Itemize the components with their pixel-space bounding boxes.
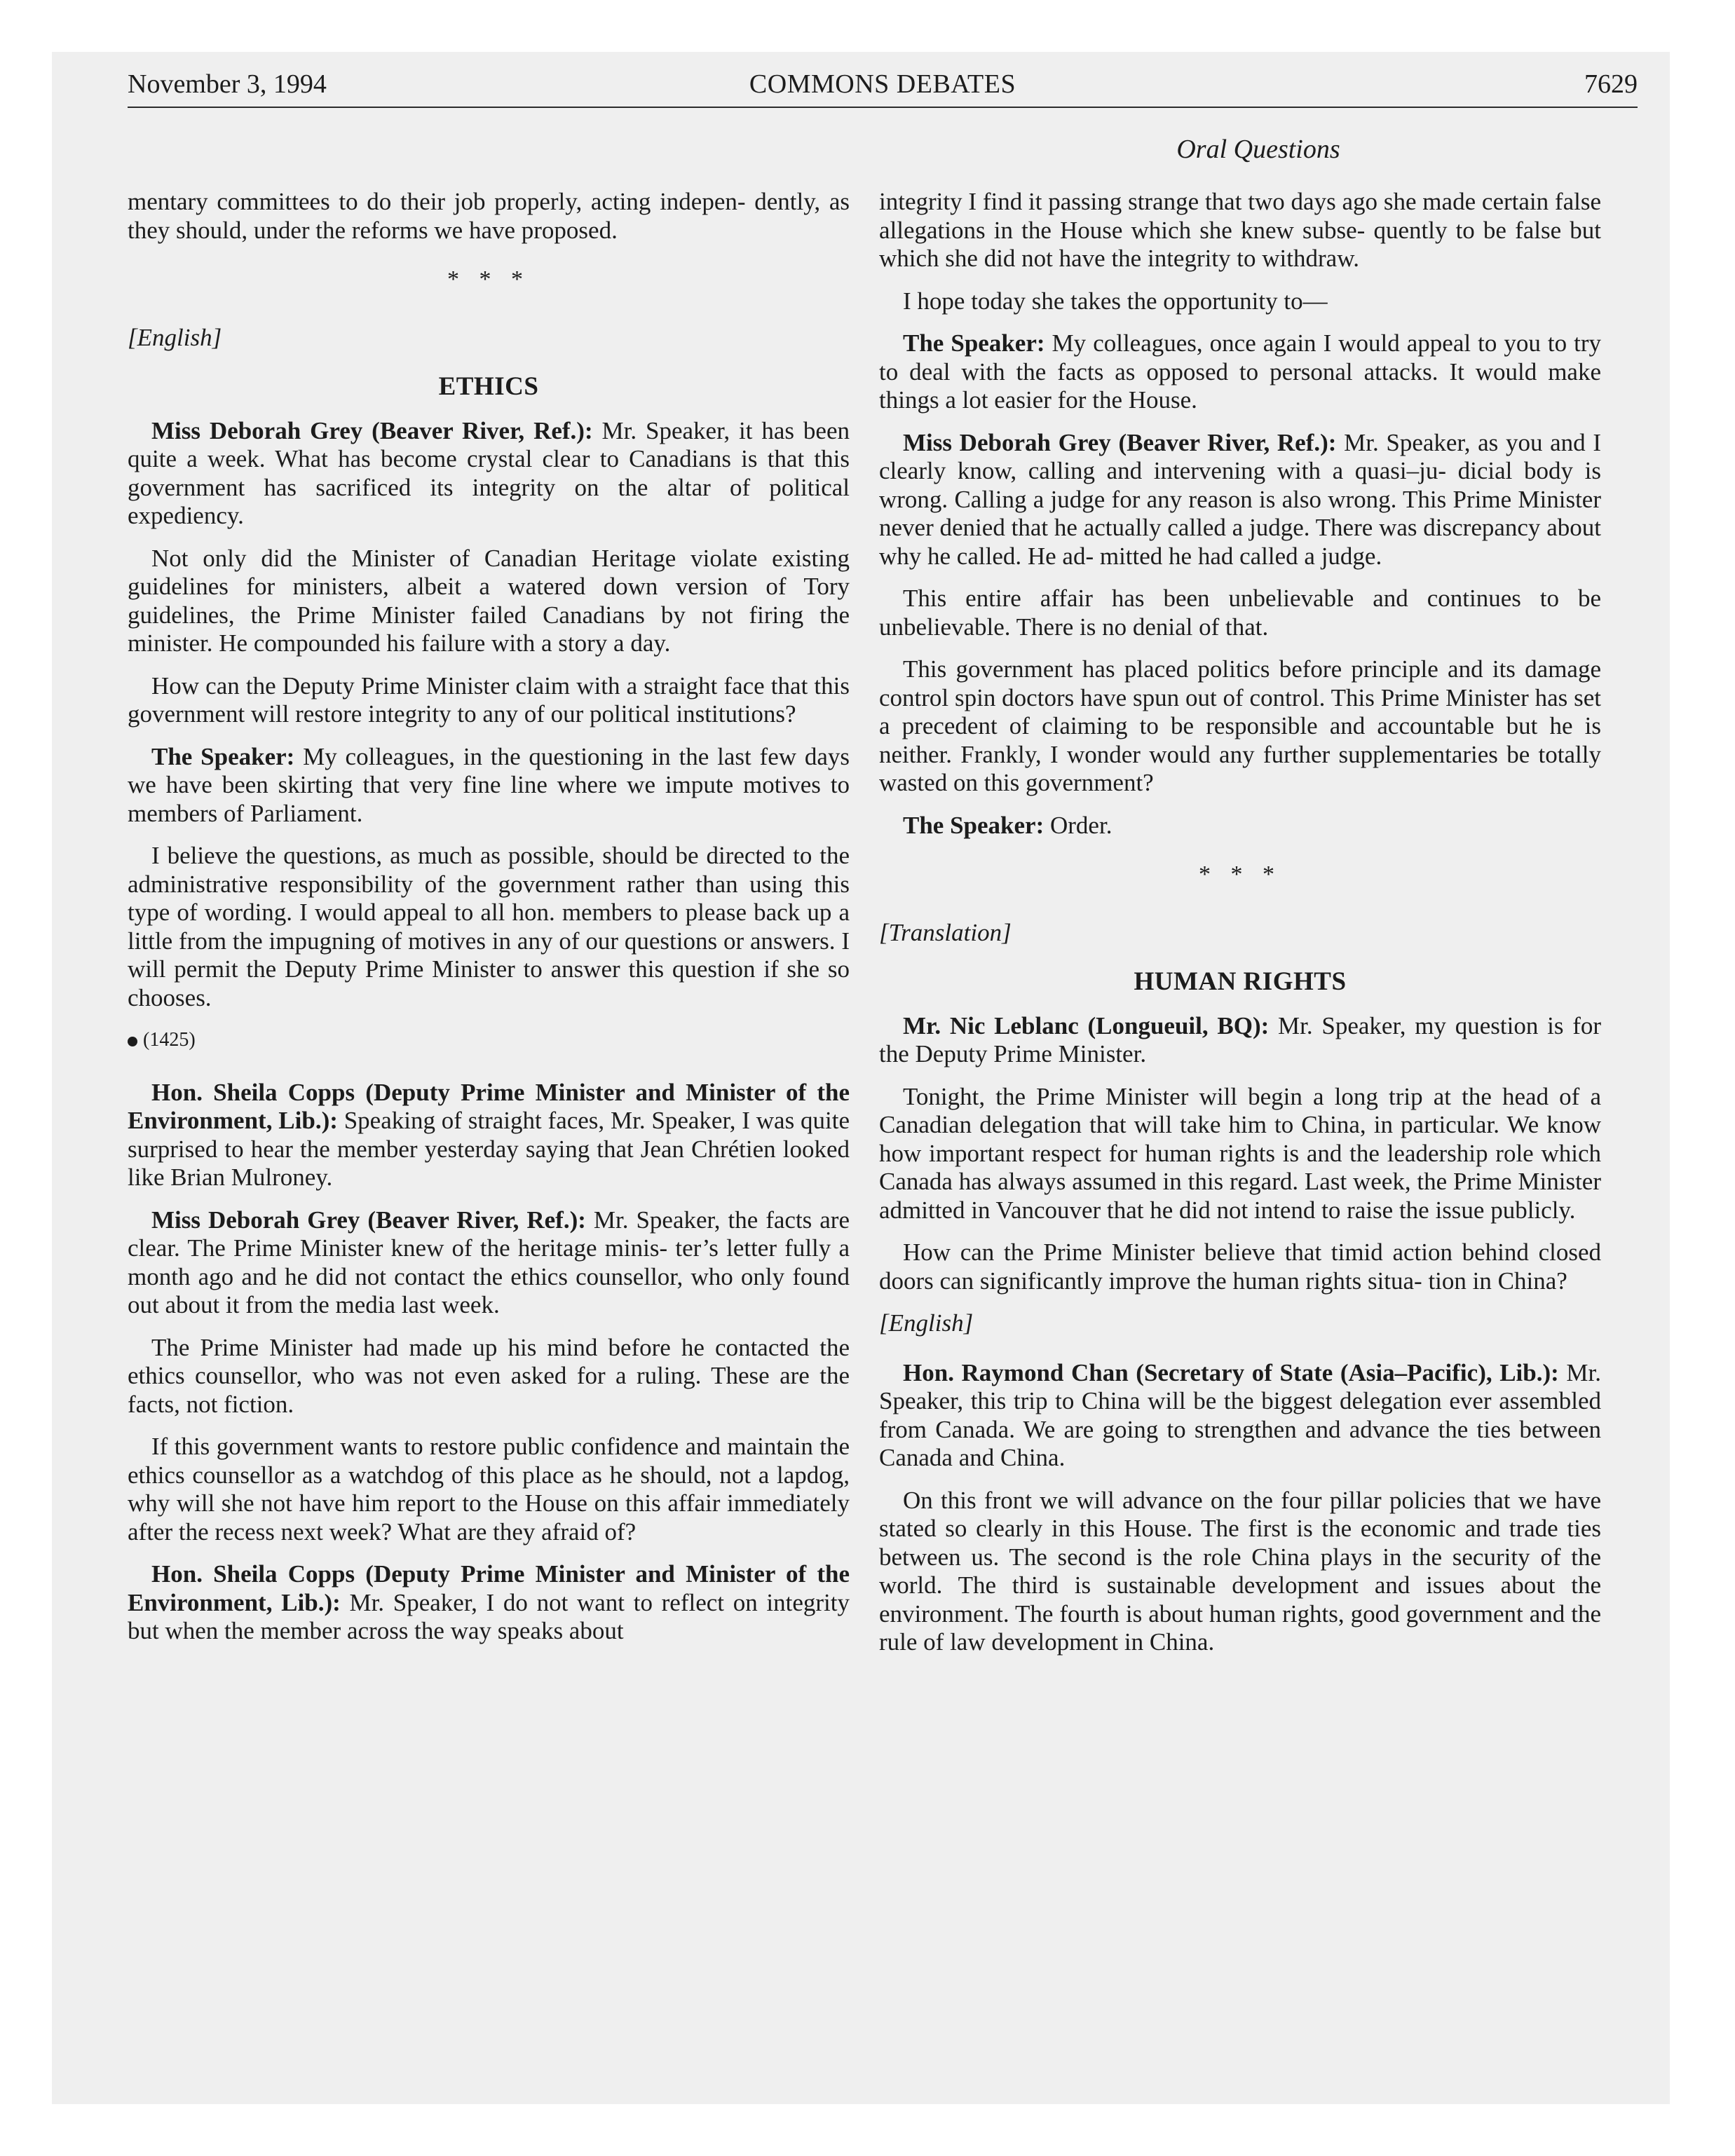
speech-text: Order.: [1044, 811, 1113, 839]
language-marker: [English]: [879, 1309, 974, 1337]
subject-heading: HUMAN RIGHTS: [1134, 967, 1347, 996]
speaker-name: Hon. Sheila Copps (Deputy Prime Minister and Minister of the Environment, Lib.):: [128, 1560, 850, 1616]
speech-text: Mr. Speaker, this trip to China will be the biggest delegation ever assembled from Canada. We are going to strengthen and advance the ties between Canada and China.: [879, 1358, 1601, 1471]
speaker-name: Miss Deborah Grey (Beaver River, Ref.):: [151, 416, 593, 444]
speech-paragraph: [128, 1560, 850, 1646]
paragraph: I believe the questions, as much as possible, should be directed to the administrative responsibility of the government rather than using this type of wording. I would appeal to all hon. members to please back up a little from the impugning of motives in any of our questions or answers. I will permit the Deputy Prime Minister to answer this question if she so chooses.: [128, 842, 850, 1011]
speech-paragraph: [879, 812, 1601, 840]
speech-paragraph: [879, 1012, 1601, 1069]
paragraph: Tonight, the Prime Minister will begin a long trip at the head of a Canadian delegation that will take him to China, in particular. We know how important respect for human rights is and the leadership role which Canada has always assumed in this regard. Last week, the Prime Minister admitted in Vancouver that he did not intend to raise the issue publicly.: [879, 1082, 1601, 1224]
paragraph: How can the Prime Minister believe that timid action behind closed doors can significantly improve the human rights situa- tion in China?: [879, 1239, 1601, 1295]
speech-paragraph: [879, 429, 1601, 571]
speaker-name: Miss Deborah Grey (Beaver River, Ref.):: [151, 1206, 586, 1234]
bullet-icon: [128, 1037, 137, 1046]
speaker-name: Miss Deborah Grey (Beaver River, Ref.):: [903, 428, 1337, 456]
speaker-name: Hon. Raymond Chan (Secretary of State (Asia–Pacific), Lib.):: [903, 1358, 1559, 1386]
section-separator: * * *: [447, 266, 530, 292]
speech-text: Mr. Speaker, it has been quite a week. What has become crystal clear to Canadians is that this government has sacrificed its integrity on the altar of political expediency.: [128, 416, 850, 529]
speaker-name: Hon. Sheila Copps (Deputy Prime Minister and Minister of the Environment, Lib.):: [128, 1078, 850, 1134]
speech-paragraph: [879, 329, 1601, 415]
speech-text: My colleagues, once again I would appeal to you to try to deal with the facts as opposed to personal attacks. It would make things a lot easier for the House.: [879, 329, 1601, 414]
left-column: [128, 188, 850, 1660]
speech-paragraph: [128, 1079, 850, 1192]
speech-paragraph: [128, 417, 850, 531]
running-head: [128, 64, 1638, 104]
speaker-name: The Speaker:: [903, 329, 1045, 357]
header-rule: [128, 107, 1638, 108]
language-marker: [English]: [128, 323, 222, 351]
paragraph: I hope today she takes the opportunity to—: [903, 287, 1328, 315]
time-marker: [128, 1026, 850, 1055]
header-publication: COMMONS DEBATES: [749, 69, 1016, 99]
paragraph: integrity I find it passing strange that two days ago she made certain false allegations in the House which she knew subse- quently to be false but which she did not have the integrity to withdraw.: [879, 188, 1601, 272]
speech-text: Mr. Speaker, my question is for the Deputy Prime Minister.: [879, 1011, 1602, 1067]
speech-text: Mr. Speaker, I do not want to reflect on integrity but when the member across the way speaks about: [128, 1588, 850, 1644]
right-column: [879, 188, 1601, 1671]
header-date: November 3, 1994: [128, 69, 327, 99]
speech-text: Mr. Speaker, the facts are clear. The Prime Minister knew of the heritage minis- ter’s letter fully a month ago and he did not contact the ethics counsellor, who only found out about it from the media last week.: [128, 1206, 850, 1318]
paragraph: This government has placed politics before principle and its damage control spin doctors have spun out of control. This Prime Minister has set a precedent of claiming to be responsible and accountable but he is neither. Frankly, I wonder would any further supplementaries be totally wasted on this government?: [879, 655, 1601, 796]
paragraph: How can the Deputy Prime Minister claim with a straight face that this government will restore integrity to any of our political institutions?: [128, 671, 850, 728]
speaker-name: Mr. Nic Leblanc (Longueuil, BQ):: [903, 1011, 1270, 1039]
time-marker-text: (1425): [143, 1029, 196, 1051]
speaker-name: The Speaker:: [903, 811, 1045, 839]
header-page-number: 7629: [1584, 69, 1638, 99]
subject-heading: ETHICS: [438, 372, 539, 401]
speech-paragraph: [128, 1206, 850, 1320]
speech-paragraph: [128, 743, 850, 828]
paragraph: This entire affair has been unbelievable and continues to be unbelievable. There is no denial of that.: [879, 585, 1601, 641]
speech-text: Speaking of straight faces, Mr. Speaker, I was quite surprised to hear the member yesterday saying that Jean Chrétien looked like Brian Mulroney.: [128, 1107, 850, 1191]
paragraph: mentary committees to do their job properly, acting indepen- dently, as they should, under the reforms we have proposed.: [128, 188, 850, 244]
language-marker: [Translation]: [879, 918, 1012, 946]
speaker-name: The Speaker:: [151, 742, 295, 770]
section-separator: * * *: [1199, 861, 1281, 887]
paragraph: The Prime Minister had made up his mind before he contacted the ethics counsellor, who was not even asked for a ruling. These are the facts, not fiction.: [128, 1333, 850, 1418]
paragraph: Not only did the Minister of Canadian Heritage violate existing guidelines for ministers, albeit a watered down version of Tory guidelines, the Prime Minister failed Canadians by not firing the minister. He compounded his failure with a story a day.: [128, 544, 850, 657]
section-label: Oral Questions: [1176, 135, 1340, 164]
paragraph: On this front we will advance on the four pillar policies that we have stated so clearly in this House. The first is the economic and trade ties between us. The second is the role China plays in the security of the world. The third is sustainable development and issues about the environment. The fourth is about human rights, good government and the rule of law development in China.: [879, 1486, 1601, 1656]
speech-text: My colleagues, in the questioning in the last few days we have been skirting that very fine line where we impute motives to members of Parliament.: [128, 742, 850, 827]
paragraph: If this government wants to restore public confidence and maintain the ethics counsellor as a watchdog of this place as he should, not a lapdog, why will she not have him report to the House on this affair immediately after the recess next week? What are they afraid of?: [128, 1433, 850, 1546]
speech-paragraph: [879, 1359, 1601, 1473]
speech-text: Mr. Speaker, as you and I clearly know, calling and intervening with a quasi–ju- dicial body is wrong. Calling a judge for any reason is also wrong. This Prime Minister never denied that he actually called a judge. There was discrepancy about why he called. He ad- mitted he had called a judge.: [879, 428, 1602, 570]
